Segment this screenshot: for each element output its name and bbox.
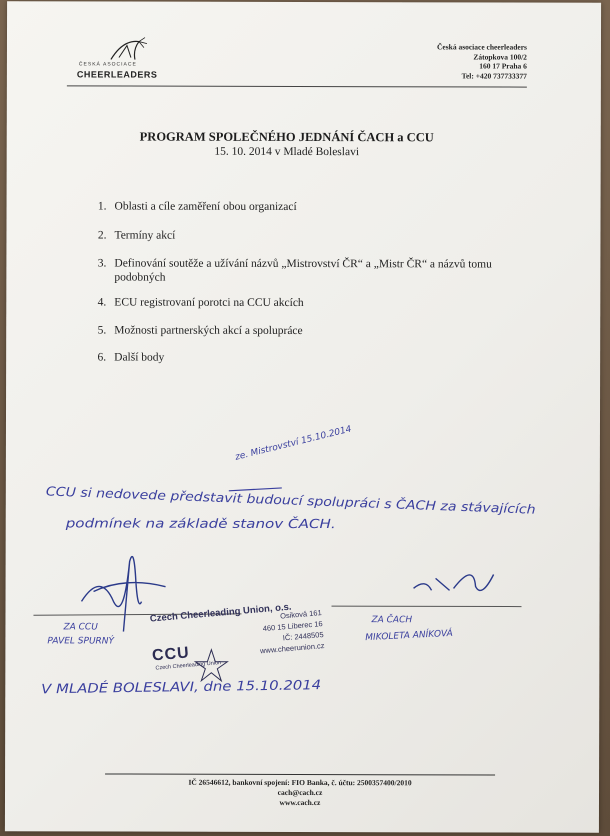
agenda-item-text: Další body <box>114 351 165 364</box>
document-page <box>5 1 601 833</box>
stamp-organization: Czech Cheerleading Union, o.s. <box>149 601 292 625</box>
agenda-item-number: 2. <box>97 229 107 242</box>
handwritten-insert-note: ze. Mistrovství 15.10.2014 <box>234 424 353 463</box>
agenda-item-number: 5. <box>97 324 107 337</box>
footer-email: cach@cach.cz <box>277 787 323 798</box>
stamp-city: 460 15 Liberec 16 <box>262 619 323 634</box>
address-street: Zátopkova 100/2 <box>473 51 527 62</box>
handwritten-cach-name: MIKOLETA ANÍKOVÁ <box>365 628 454 644</box>
document-subtitle: 15. 10. 2014 v Mladé Boleslavi <box>214 145 360 159</box>
stamp-address <box>241 607 324 658</box>
stamp-street: Osiková 161 <box>279 608 323 621</box>
footer <box>105 777 495 808</box>
address-city: 160 17 Praha 6 <box>479 61 527 71</box>
agenda-item-number: 6. <box>97 351 107 364</box>
address-org: Česká asociace cheerleaders <box>436 42 527 52</box>
agenda-item-text: Definování soutěže a užívání názvů „Mistrovství ČR“ a „Mistr ČR“ a názvů tomu podobných <box>114 257 492 284</box>
agenda-item-text: Termíny akcí <box>114 229 176 242</box>
logo-wordmark: CHEERLEADERS <box>76 69 158 80</box>
document-title: PROGRAM SPOLEČNÉHO JEDNÁNÍ ČACH a CCU <box>139 129 434 145</box>
handwriting-layer <box>5 1 601 833</box>
agenda-item-number: 1. <box>97 200 107 213</box>
stamp-logo: CCU <box>151 644 191 665</box>
handwritten-ccu-name: PAVEL SPURNÝ <box>47 636 115 647</box>
address-phone: Tel: +420 737733377 <box>461 70 527 81</box>
agenda-item-text: Možnosti partnerských akcí a spolupráce <box>114 324 303 337</box>
logo-subtext: ČESKÁ ASOCIACE <box>78 61 137 68</box>
stamp-ic: IČ: 2448505 <box>282 629 324 643</box>
handwritten-note-line-1: CCU si nedovede představit budoucí spolupráci s ČACH za stávajících <box>45 483 481 515</box>
stamp-logo-sub: Czech Cheerleading Union <box>155 660 222 672</box>
agenda-item-text: Oblasti a cíle zaměření obou organizací <box>114 200 297 213</box>
stamp-web: www.cheerunion.cz <box>259 640 325 656</box>
agenda-item-text: ECU registrovaní porotci na CCU akcích <box>114 296 304 310</box>
agenda-item-number: 3. <box>97 257 107 270</box>
cach-signature <box>414 574 494 590</box>
handwritten-note-line-2: podmínek na základě stanov ČACH. <box>65 515 289 531</box>
handwritten-za-cach: ZA ČACH <box>371 615 413 626</box>
agenda-item-number: 4. <box>97 296 107 309</box>
handwritten-za-ccu: ZA CCU <box>63 622 98 633</box>
handwritten-place-date: V MLADÉ BOLESLAVI, dne 15.10.2014 <box>41 678 287 698</box>
footer-web: www.cach.cz <box>279 797 321 808</box>
footer-bank-info: IČ 26546612, bankovní spojení: FIO Banka, č. účtu: 2500357400/2010 <box>188 777 412 788</box>
